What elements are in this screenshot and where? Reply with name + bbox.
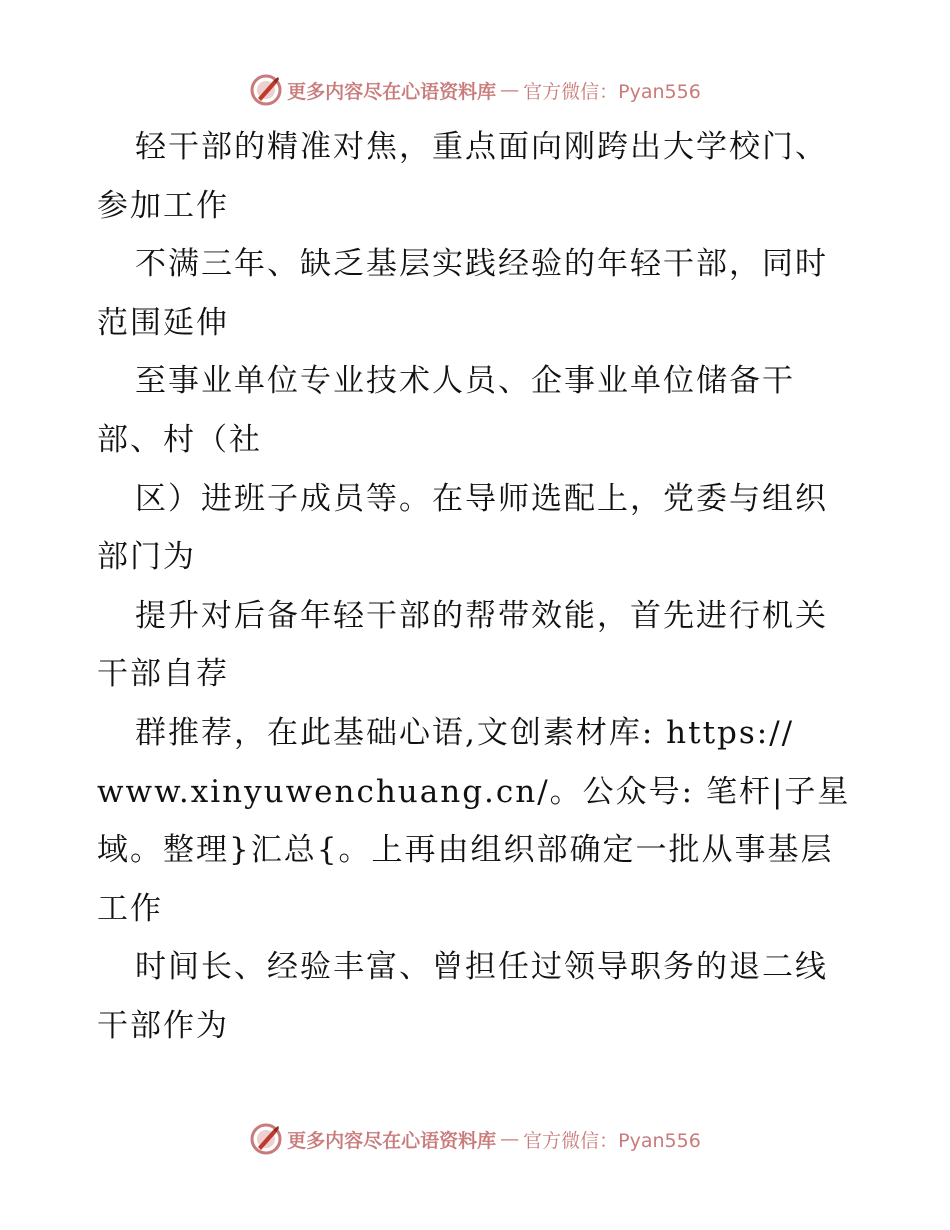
body-line: 群推荐，在此基础心语,文创素材库: https:// bbox=[135, 714, 795, 751]
footer-dash: — bbox=[500, 1128, 520, 1150]
body-line: www.xinyuwenchuang.cn/。公众号: 笔杆|子星 bbox=[97, 773, 851, 810]
body-line: 不满三年、缺乏基层实践经验的年轻干部，同时 bbox=[135, 246, 828, 283]
document-body bbox=[97, 118, 857, 1056]
body-line: 干部作为 bbox=[97, 1007, 229, 1044]
body-line: 参加工作 bbox=[97, 187, 229, 224]
body-line: 部门为 bbox=[97, 539, 196, 576]
quill-logo-icon bbox=[249, 1122, 283, 1156]
quill-logo-icon bbox=[249, 73, 283, 107]
header-brand-text: 更多内容尽在心语资料库 bbox=[287, 80, 497, 103]
header-banner bbox=[0, 70, 950, 110]
body-line: 轻干部的精准对焦，重点面向刚跨出大学校门、 bbox=[135, 129, 828, 165]
header-dash: — bbox=[500, 79, 520, 101]
body-line: 干部自荐 bbox=[97, 656, 229, 693]
header-wechat-text: 官方微信：Pyan556 bbox=[523, 80, 701, 103]
footer-banner bbox=[0, 1119, 950, 1159]
body-line: 至事业单位专业技术人员、企事业单位储备干 bbox=[135, 363, 795, 400]
footer-wechat-text: 官方微信：Pyan556 bbox=[523, 1129, 701, 1152]
body-line: 提升对后备年轻干部的帮带效能，首先进行机关 bbox=[135, 597, 828, 634]
body-line: 时间长、经验丰富、曾担任过领导职务的退二线 bbox=[135, 949, 828, 986]
footer-brand-text: 更多内容尽在心语资料库 bbox=[287, 1129, 497, 1152]
body-line: 部、村（社 bbox=[97, 421, 262, 458]
body-line: 范围延伸 bbox=[97, 304, 229, 341]
body-line: 工作 bbox=[97, 890, 163, 927]
body-line: 区）进班子成员等。在导师选配上，党委与组织 bbox=[135, 480, 828, 517]
body-line: 域。整理}汇总{。上再由组织部确定一批从事基层 bbox=[97, 832, 834, 869]
